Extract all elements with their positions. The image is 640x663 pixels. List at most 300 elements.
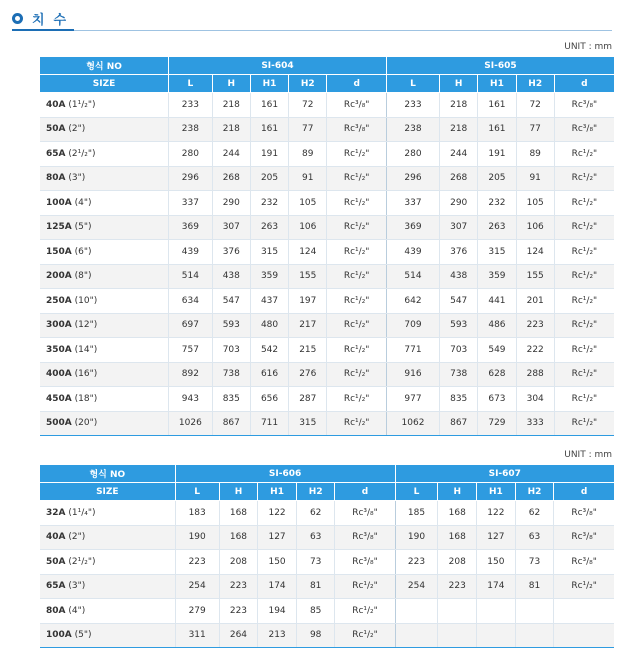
table-row [40,93,614,118]
table-row [40,191,614,216]
value-cell: 376 [440,240,478,265]
column-header: H1 [258,483,297,501]
value-cell: Rc¹/₂" [327,240,387,265]
table-row [40,264,614,289]
column-header: H1 [250,75,288,93]
size-cell [40,117,169,142]
value-cell: 916 [386,362,439,387]
value-cell: Rc¹/₂" [327,338,387,363]
size-cell [40,264,169,289]
value-cell: 369 [386,215,439,240]
value-cell: 232 [478,191,516,216]
value-cell: 634 [169,289,213,314]
value-cell: 296 [169,166,213,191]
size-header: SIZE [40,483,175,501]
value-cell: 315 [289,411,327,436]
size-inch: (2¹/₂") [68,556,96,567]
table-row [40,166,614,191]
value-cell: 222 [516,338,554,363]
size-value: 150A [46,246,72,257]
value-cell: 233 [386,93,439,118]
size-cell [40,289,169,314]
value-cell: 238 [386,117,439,142]
value-cell: 547 [440,289,478,314]
value-cell: 642 [386,289,439,314]
column-header: L [169,75,213,93]
value-cell: 124 [516,240,554,265]
column-header: L [386,75,439,93]
value-cell: 333 [516,411,554,436]
size-cell [40,166,169,191]
value-cell: 127 [477,525,516,550]
value-cell: 369 [169,215,213,240]
value-cell: 168 [438,525,477,550]
value-cell [554,623,614,648]
value-cell: Rc³/₈" [327,93,387,118]
value-cell: 867 [440,411,478,436]
value-cell: 593 [212,313,250,338]
value-cell: 72 [289,93,327,118]
value-cell: 238 [169,117,213,142]
value-cell [515,623,554,648]
value-cell: 223 [438,574,477,599]
value-cell: 656 [250,387,288,412]
value-cell [438,623,477,648]
table-row [40,215,614,240]
value-cell: 441 [478,289,516,314]
value-cell: 244 [440,142,478,167]
value-cell: 223 [219,574,258,599]
value-cell: 628 [478,362,516,387]
value-cell: 709 [386,313,439,338]
header-divider [12,30,612,31]
size-inch: (3") [68,581,86,592]
type-no-header: 형식 NO [40,57,169,75]
value-cell: Rc³/₈" [554,550,614,575]
value-cell: 168 [219,501,258,526]
value-cell: Rc¹/₂" [335,623,395,648]
value-cell: 98 [296,623,335,648]
table-row [40,240,614,265]
value-cell: 703 [440,338,478,363]
value-cell: Rc³/₈" [335,501,395,526]
size-inch: (16") [74,369,98,380]
value-cell: Rc³/₈" [554,117,614,142]
value-cell: 161 [478,93,516,118]
size-value: 50A [46,124,66,135]
value-cell: 168 [438,501,477,526]
value-cell: 174 [258,574,297,599]
value-cell: 359 [250,264,288,289]
value-cell: 290 [440,191,478,216]
value-cell: 161 [478,117,516,142]
value-cell [477,623,516,648]
value-cell: 122 [477,501,516,526]
value-cell: 439 [386,240,439,265]
table-row [40,550,614,575]
size-value: 200A [46,271,72,282]
value-cell: 738 [440,362,478,387]
value-cell: 73 [515,550,554,575]
value-cell: 835 [440,387,478,412]
value-cell: 91 [516,166,554,191]
size-inch: (14") [74,344,98,355]
spec-table-si606-si607 [40,465,614,648]
table-row [40,289,614,314]
value-cell: 290 [212,191,250,216]
value-cell: 697 [169,313,213,338]
value-cell [395,623,438,648]
column-header: H [440,75,478,93]
value-cell: Rc³/₈" [554,93,614,118]
column-header: H [219,483,258,501]
size-cell [40,599,175,624]
table-row [40,387,614,412]
value-cell: 1062 [386,411,439,436]
size-inch: (5") [74,222,92,233]
value-cell: Rc¹/₂" [327,411,387,436]
value-cell: Rc¹/₂" [327,362,387,387]
value-cell: 106 [289,215,327,240]
value-cell: 254 [175,574,219,599]
size-inch: (6") [74,246,92,257]
size-value: 50A [46,556,66,567]
value-cell: Rc¹/₂" [554,338,614,363]
size-inch: (20") [74,418,98,429]
table-row [40,623,614,648]
size-cell [40,574,175,599]
value-cell: Rc¹/₂" [554,387,614,412]
value-cell: 593 [440,313,478,338]
value-cell: 73 [296,550,335,575]
value-cell: 835 [212,387,250,412]
size-inch: (4") [68,605,86,616]
value-cell: 127 [258,525,297,550]
value-cell: 264 [219,623,258,648]
column-header: L [395,483,438,501]
size-value: 65A [46,148,66,159]
size-inch: (2") [68,532,86,543]
value-cell: 124 [289,240,327,265]
size-inch: (10") [74,295,98,306]
value-cell: 91 [289,166,327,191]
value-cell: 155 [289,264,327,289]
value-cell: Rc¹/₂" [327,142,387,167]
column-header: d [554,483,614,501]
table-row [40,338,614,363]
value-cell: Rc¹/₂" [554,142,614,167]
value-cell: 315 [250,240,288,265]
bullet-circle-icon [12,13,23,24]
value-cell: 63 [296,525,335,550]
value-cell: 359 [478,264,516,289]
value-cell: Rc³/₈" [554,525,614,550]
table-row [40,599,614,624]
value-cell: 215 [289,338,327,363]
size-cell [40,525,175,550]
column-header: d [554,75,614,93]
value-cell: 223 [175,550,219,575]
value-cell: 439 [169,240,213,265]
value-cell: Rc¹/₂" [327,313,387,338]
value-cell: 218 [440,93,478,118]
size-value: 350A [46,344,72,355]
value-cell: 232 [250,191,288,216]
value-cell: 63 [515,525,554,550]
value-cell: 244 [212,142,250,167]
value-cell: 191 [478,142,516,167]
value-cell: 738 [212,362,250,387]
value-cell: 943 [169,387,213,412]
value-cell: 337 [169,191,213,216]
column-header: H1 [477,483,516,501]
value-cell: Rc¹/₂" [554,166,614,191]
size-value: 65A [46,581,66,592]
value-cell: 194 [258,599,297,624]
value-cell: Rc³/₈" [554,501,614,526]
value-cell: 547 [212,289,250,314]
size-inch: (1¹/₄") [68,507,96,518]
value-cell: Rc¹/₂" [554,240,614,265]
value-cell: 77 [516,117,554,142]
value-cell: 279 [175,599,219,624]
size-inch: (4") [74,197,92,208]
table-row [40,411,614,436]
section-header [12,8,612,32]
size-cell [40,501,175,526]
value-cell: Rc¹/₂" [327,191,387,216]
table-row [40,525,614,550]
table-row [40,117,614,142]
table-row [40,362,614,387]
value-cell: 122 [258,501,297,526]
value-cell: 155 [516,264,554,289]
unit-label-1: UNIT : mm [564,42,612,52]
size-inch: (2¹/₂") [68,148,96,159]
value-cell: 218 [212,93,250,118]
value-cell: 174 [477,574,516,599]
size-value: 80A [46,173,66,184]
column-header: H2 [296,483,335,501]
size-cell [40,387,169,412]
value-cell: Rc³/₈" [327,117,387,142]
size-cell [40,362,169,387]
value-cell: 542 [250,338,288,363]
size-inch: (12") [74,320,98,331]
model-header: SI-607 [395,465,614,483]
value-cell: 757 [169,338,213,363]
value-cell: Rc¹/₂" [554,264,614,289]
size-cell [40,411,169,436]
value-cell: 307 [212,215,250,240]
size-value: 450A [46,393,72,404]
value-cell: 307 [440,215,478,240]
value-cell: 616 [250,362,288,387]
size-inch: (8") [74,271,92,282]
value-cell: 208 [438,550,477,575]
value-cell: 268 [440,166,478,191]
value-cell: Rc¹/₂" [327,264,387,289]
value-cell: 106 [516,215,554,240]
value-cell: 514 [386,264,439,289]
value-cell: 703 [212,338,250,363]
column-header: H [438,483,477,501]
value-cell: 217 [289,313,327,338]
value-cell: Rc¹/₂" [554,574,614,599]
value-cell: 311 [175,623,219,648]
value-cell: 549 [478,338,516,363]
size-inch: (3") [68,173,86,184]
value-cell: 105 [289,191,327,216]
value-cell: Rc¹/₂" [554,362,614,387]
value-cell: 287 [289,387,327,412]
value-cell: Rc¹/₂" [554,411,614,436]
size-inch: (5") [74,630,92,641]
value-cell: Rc¹/₂" [335,599,395,624]
value-cell: 185 [395,501,438,526]
value-cell: Rc¹/₂" [335,574,395,599]
section-title: 치수 [32,13,76,28]
header-divider-accent [12,29,74,31]
spec-table-si604-si605 [40,57,614,436]
size-header: SIZE [40,75,169,93]
value-cell: 81 [515,574,554,599]
value-cell: 205 [250,166,288,191]
value-cell: 711 [250,411,288,436]
value-cell: Rc³/₈" [335,525,395,550]
size-cell [40,550,175,575]
column-header: H2 [289,75,327,93]
column-header: H1 [478,75,516,93]
value-cell: 263 [478,215,516,240]
value-cell: 867 [212,411,250,436]
value-cell: 514 [169,264,213,289]
value-cell: 304 [516,387,554,412]
value-cell: 263 [250,215,288,240]
value-cell: 438 [440,264,478,289]
value-cell: 190 [175,525,219,550]
value-cell: 223 [219,599,258,624]
size-inch: (18") [74,393,98,404]
value-cell: Rc¹/₂" [554,215,614,240]
value-cell [554,599,614,624]
value-cell: 480 [250,313,288,338]
value-cell: 280 [386,142,439,167]
value-cell: 268 [212,166,250,191]
column-header: d [327,75,387,93]
value-cell: 729 [478,411,516,436]
size-value: 100A [46,630,72,641]
size-cell [40,623,175,648]
value-cell: 771 [386,338,439,363]
value-cell: 218 [212,117,250,142]
unit-label-2: UNIT : mm [564,450,612,460]
table-row [40,313,614,338]
value-cell [395,599,438,624]
size-cell [40,93,169,118]
value-cell: 438 [212,264,250,289]
value-cell: 62 [515,501,554,526]
size-value: 250A [46,295,72,306]
size-value: 300A [46,320,72,331]
value-cell: 89 [289,142,327,167]
value-cell: Rc¹/₂" [327,215,387,240]
value-cell: 150 [258,550,297,575]
value-cell: 254 [395,574,438,599]
size-value: 400A [46,369,72,380]
value-cell: 223 [395,550,438,575]
value-cell: 208 [219,550,258,575]
value-cell: 437 [250,289,288,314]
type-no-header: 형식 NO [40,465,175,483]
value-cell: 376 [212,240,250,265]
size-cell [40,313,169,338]
size-inch: (1¹/₂") [68,99,96,110]
size-value: 40A [46,532,66,543]
model-header: SI-605 [386,57,614,75]
model-header: SI-604 [169,57,387,75]
value-cell: 213 [258,623,297,648]
column-header: H [212,75,250,93]
size-value: 40A [46,99,66,110]
table-row [40,574,614,599]
value-cell: Rc³/₈" [335,550,395,575]
size-cell [40,240,169,265]
value-cell: 233 [169,93,213,118]
size-value: 500A [46,418,72,429]
value-cell: 161 [250,117,288,142]
column-header: L [175,483,219,501]
value-cell: 892 [169,362,213,387]
value-cell: 296 [386,166,439,191]
value-cell: 315 [478,240,516,265]
column-header: H2 [515,483,554,501]
size-cell [40,142,169,167]
value-cell: 72 [516,93,554,118]
value-cell: 161 [250,93,288,118]
value-cell: 150 [477,550,516,575]
size-value: 125A [46,222,72,233]
size-value: 100A [46,197,72,208]
value-cell: Rc¹/₂" [327,289,387,314]
value-cell: 280 [169,142,213,167]
value-cell: 62 [296,501,335,526]
size-value: 80A [46,605,66,616]
value-cell: Rc¹/₂" [327,166,387,191]
value-cell: 77 [289,117,327,142]
value-cell: 288 [516,362,554,387]
size-cell [40,215,169,240]
value-cell: 183 [175,501,219,526]
value-cell: 85 [296,599,335,624]
value-cell: 218 [440,117,478,142]
value-cell [477,599,516,624]
table-row [40,142,614,167]
column-header: d [335,483,395,501]
value-cell: Rc¹/₂" [327,387,387,412]
value-cell: 337 [386,191,439,216]
value-cell: 191 [250,142,288,167]
value-cell: Rc¹/₂" [554,313,614,338]
table-row [40,501,614,526]
value-cell: 81 [296,574,335,599]
size-inch: (2") [68,124,86,135]
value-cell: 89 [516,142,554,167]
size-cell [40,338,169,363]
size-cell [40,191,169,216]
value-cell: 276 [289,362,327,387]
value-cell: 977 [386,387,439,412]
